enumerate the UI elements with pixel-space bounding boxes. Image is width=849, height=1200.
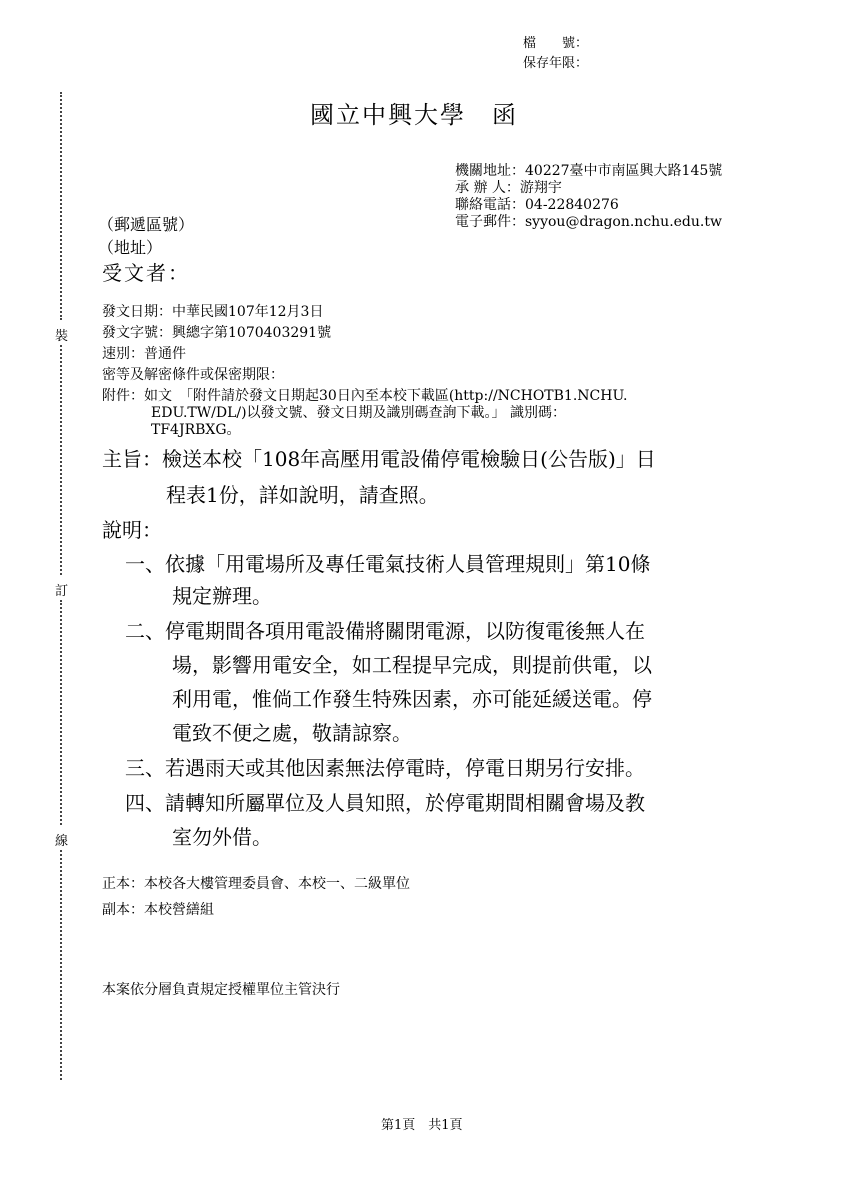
explanation-heading: 說明：: [102, 518, 162, 542]
explanation-item-4-line-1: 四、請轉知所屬單位及人員知照，於停電期間相關會場及教: [125, 791, 645, 815]
page-title: 國立中興大學 函: [310, 101, 518, 129]
duplicate-copy-recipients: 副本：本校營繕組: [102, 902, 214, 918]
explanation-item-2-line-4: 電致不便之處，敬請諒察。: [172, 721, 412, 745]
recipient-to: 受文者：: [102, 261, 190, 285]
authority-statement: 本案依分層負責規定授權單位主管決行: [102, 982, 340, 998]
explanation-item-1-line-1: 一、依據「用電場所及專任電氣技術人員管理規則」第10條: [125, 552, 651, 576]
explanation-item-2-line-2: 場，影響用電安全，如工程提早完成，則提前供電，以: [172, 653, 652, 677]
attachment-line-3: TF4JRBXG。: [151, 422, 241, 438]
sender-officer: 承 辦 人：游翔宇: [455, 180, 562, 196]
file-number-label: 檔 號：: [523, 36, 589, 51]
recipient-address: （地址）: [98, 238, 163, 257]
sender-phone: 聯絡電話：04-22840276: [455, 197, 619, 213]
subject-line-2: 程表1份，詳如說明，請查照。: [166, 483, 439, 507]
document-number: 發文字號：興總字第1070403291號: [102, 325, 332, 341]
attachment-line-2: EDU.TW/DL/)以發文號、發文日期及識別碼查詢下載。」 識別碼：: [151, 405, 567, 421]
attachment-line-1: 附件：如文 「附件請於發文日期起30日內至本校下載區(http://NCHOTB1.NCHU.: [102, 388, 628, 404]
explanation-item-3-line-1: 三、若遇雨天或其他因素無法停電時，停電日期另行安排。: [125, 756, 645, 780]
binding-line-lower: [60, 600, 63, 825]
issue-date: 發文日期：中華民國107年12月3日: [102, 304, 324, 320]
explanation-item-2-line-3: 利用電，惟倘工作發生特殊因素，亦可能延緩送電。停: [172, 687, 652, 711]
delivery-speed: 速別：普通件: [102, 346, 186, 362]
binding-line-top: [60, 92, 63, 320]
sender-email: 電子郵件：syyou@dragon.nchu.edu.tw: [455, 214, 722, 230]
margin-label-line: 線: [55, 834, 69, 849]
explanation-item-1-line-2: 規定辦理。: [172, 584, 272, 608]
recipient-postal: （郵遞區號）: [98, 215, 195, 234]
retention-label: 保存年限：: [523, 56, 589, 71]
secrecy-level: 密等及解密條件或保密期限：: [102, 367, 284, 383]
binding-line-mid: [60, 345, 63, 575]
subject-line-1: 主旨：檢送本校「108年高壓用電設備停電檢驗日(公告版)」日: [102, 447, 656, 471]
binding-line-bottom: [60, 850, 63, 1080]
sender-address: 機關地址：40227臺中市南區興大路145號: [455, 163, 723, 179]
explanation-item-4-line-2: 室勿外借。: [172, 825, 272, 849]
explanation-item-2-line-1: 二、停電期間各項用電設備將關閉電源，以防復電後無人在: [125, 619, 645, 643]
page-footer: 第1頁 共1頁: [381, 1118, 463, 1133]
margin-label-bind: 裝: [55, 329, 69, 344]
margin-label-order: 訂: [55, 584, 69, 599]
original-copy-recipients: 正本：本校各大樓管理委員會、本校一、二級單位: [102, 876, 410, 892]
